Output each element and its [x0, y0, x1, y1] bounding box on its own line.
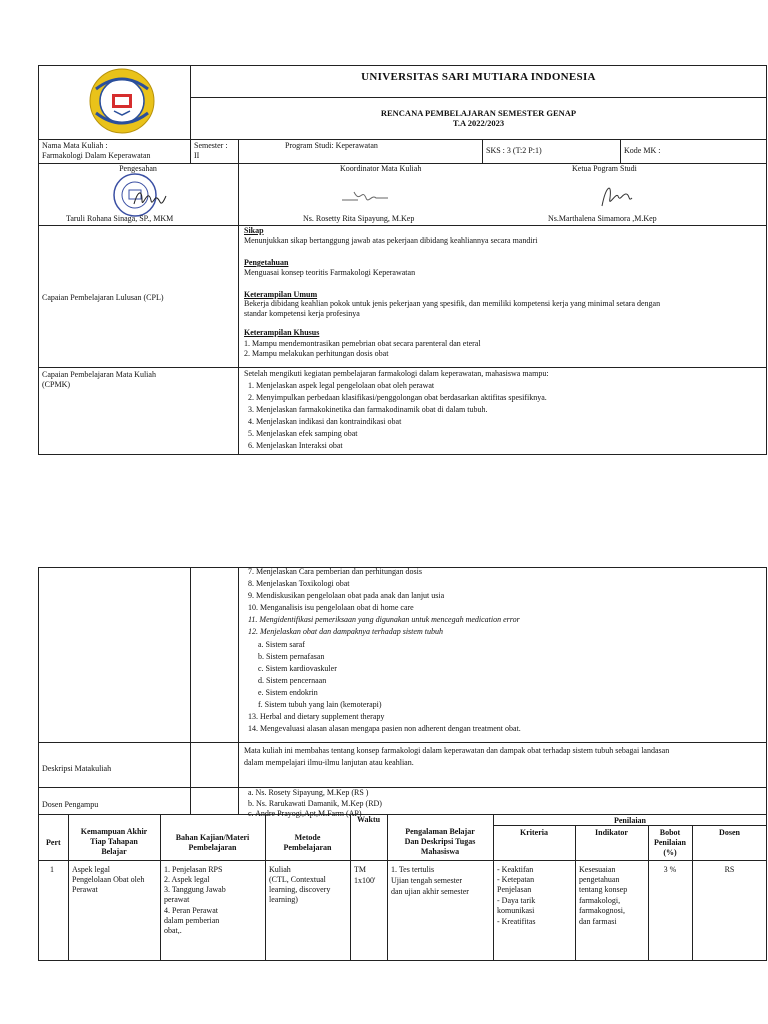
col-material: Pembelajaran: [188, 843, 237, 852]
coordinator-label: Koordinator Mata Kuliah: [340, 164, 422, 173]
cpmk-label-line2: (CPMK): [42, 380, 71, 389]
col-experience: Pengalaman Belajar: [405, 827, 475, 836]
page-gap: [0, 470, 768, 565]
col-meeting: Pert: [46, 838, 61, 847]
col-ability: Tiap Tahapan: [90, 837, 138, 846]
row-indicator: tentang konsep: [579, 885, 628, 894]
cpmk-item-11-emphasis: medication error: [465, 615, 520, 624]
credit-units: SKS : 3 (T:2 P:1): [486, 146, 542, 155]
row-material: dalam pemberian: [164, 916, 220, 925]
cpmk-item: 1. Menjelaskan aspek legal pengelolaan obat oleh perawat: [248, 381, 435, 390]
row-method: (CTL, Contextual: [269, 875, 326, 884]
signature-coordinator: [340, 184, 390, 210]
row-criteria: - Keaktifan: [497, 865, 534, 874]
description-line2: dalam mempelajari ilmu-ilmu lanjutan atau keahlian.: [244, 758, 414, 767]
row-time: TM: [354, 865, 366, 874]
cpl-knowledge-heading: Pengetahuan: [244, 258, 289, 267]
cpmk-item-11-text: 11. Mengidentifikasi pemeriksaan yang digunakan untuk mencegah: [248, 615, 466, 624]
cpmk-subitem: e. Sistem endokrin: [258, 688, 318, 697]
row-indicator: farmakognosi,: [579, 906, 625, 915]
row-lecturer: RS: [724, 865, 735, 874]
cpmk-subitem: d. Sistem pencernaan: [258, 676, 327, 685]
cpmk-subitem: b. Sistem pernafasan: [258, 652, 325, 661]
cpmk-item-13: 13. Herbal and dietary supplement therapy: [248, 712, 385, 721]
row-material: obat,.: [164, 926, 182, 935]
row-experience: dan ujian akhir semester: [391, 887, 469, 896]
page-1: [0, 0, 768, 470]
cpmk-subitem: c. Sistem kardiovaskuler: [258, 664, 337, 673]
signature-dean: [132, 186, 168, 212]
dean-name: Taruli Rohana Sinaga, SP., MKM: [66, 214, 174, 223]
row-material: 1. Penjelasan RPS: [164, 865, 223, 874]
cpmk-item: 10. Menganalisis isu pengelolaan obat di home care: [248, 603, 414, 612]
col-time: Waktu: [356, 815, 381, 824]
row-weight: 3 %: [663, 865, 677, 874]
cpmk-item-12: 12. Menjelaskan obat dan dampaknya terhadap sistem tubuh: [248, 627, 443, 636]
course-name-value: Farmakologi Dalam Keperawatan: [42, 151, 151, 160]
col-assessment: Penilaian: [613, 816, 646, 825]
cpmk-item: 4. Menjelaskan indikasi dan kontraindikasi obat: [248, 417, 402, 426]
col-experience: Mahasiswa: [420, 847, 460, 856]
row-ability: Aspek legal: [72, 865, 110, 874]
head-of-program-label: Ketua Pogram Studi: [572, 164, 637, 173]
page-2: [0, 565, 768, 1024]
program-study: Program Studi: Keperawatan: [285, 141, 378, 150]
row-time: 1x100': [354, 876, 376, 885]
academic-year: T.A 2022/2023: [452, 118, 505, 128]
cpmk-item: 3. Menjelaskan farmakokinetika dan farmakodinamik obat di dalam tubuh.: [248, 405, 488, 414]
semester-label: Semester :: [194, 141, 228, 150]
row-material: 4. Peran Perawat: [164, 906, 218, 915]
lecturer-item: b. Ns. Rarukawati Damanik, M.Kep (RD): [248, 799, 382, 808]
col-ability: Belajar: [101, 847, 127, 856]
cpl-attitude-heading: Sikap: [244, 226, 264, 235]
col-method: Metode: [294, 833, 321, 842]
row-material: perawat: [164, 895, 190, 904]
row-indicator: dan farmasi: [579, 917, 617, 926]
row-material: 3. Tanggung Jawab: [164, 885, 226, 894]
university-name: UNIVERSITAS SARI MUTIARA INDONESIA: [361, 71, 596, 83]
lecturers-label: Dosen Pengampu: [42, 800, 99, 809]
description-label: Deskripsi Matakuliah: [42, 764, 112, 773]
cpmk-subitem: f. Sistem tubuh yang lain (kemoterapi): [258, 700, 382, 709]
row-indicator: farmakologi,: [579, 896, 621, 905]
cpmk-item: 8. Menjelaskan Toxikologi obat: [248, 579, 350, 588]
row-experience: 1. Tes tertulis: [391, 865, 435, 874]
col-lecturer: Dosen: [719, 828, 740, 837]
col-method: Pembelajaran: [283, 843, 332, 852]
col-ability: Kemampuan Akhir: [80, 827, 148, 836]
row-criteria: - Ketepatan: [497, 875, 535, 884]
cpmk-label-line1: Capaian Pembelajaran Mata Kuliah: [42, 370, 156, 379]
university-logo: [88, 67, 156, 135]
row-criteria: Penjelasan: [497, 885, 532, 894]
row-indicator: pengetahuan: [579, 875, 620, 884]
cpmk-subitem: a. Sistem saraf: [258, 640, 305, 649]
cpl-special-skill-1: 1. Mampu mendemontrasikan pemebrian obat secara parenteral dan eteral: [244, 339, 481, 348]
row-criteria: - Kreatifitas: [497, 917, 536, 926]
row-indicator: Kesesuaian: [579, 865, 616, 874]
cpmk-intro: Setelah mengikuti kegiatan pembelajaran farmakologi dalam keperawatan, mahasiswa mampu:: [244, 369, 549, 378]
row-experience: Ujian tengah semester: [391, 876, 463, 885]
cpl-general-skills-line1: Bekerja dibidang keahlian pokok untuk jenis pekerjaan yang spesifik, dan memiliki kompetensi kerja yang minimal setara dengan: [244, 299, 661, 308]
row-criteria: - Daya tarik: [497, 896, 536, 905]
semester-value: II: [194, 151, 200, 160]
cpmk-item-11: [248, 615, 520, 625]
cpmk-item: 2. Menyimpulkan perbedaan klasifikasi/penggolongan obat berdasarkan aktifitas spesifiknya.: [248, 393, 547, 402]
document-title: RENCANA PEMBELAJARAN SEMESTER GENAP: [380, 108, 577, 118]
col-weight: Penilaian: [653, 838, 686, 847]
signature-mark-icon: [596, 180, 636, 212]
coordinator-name: Ns. Rosetty Rita Sipayung, M.Kep: [303, 214, 415, 223]
approval-label: Pengesahan: [119, 164, 157, 173]
col-material: Bahan Kajian/Materi: [175, 833, 250, 842]
cpmk-item: 7. Menjelaskan Cara pemberian dan perhitungan dosis: [248, 567, 422, 576]
col-weight: Bobot: [659, 828, 681, 837]
cpl-general-skills-heading: Keterampilan Umum: [244, 290, 318, 299]
row-ability: Pengelolaan Obat oleh: [72, 875, 145, 884]
course-code-label: Kode MK :: [624, 146, 661, 155]
signature-head: [596, 180, 636, 212]
cpl-attitude-text: Menunjukkan sikap bertanggung jawab atas pekerjaan dibidang keahliannya secara mandiri: [244, 236, 538, 245]
cpmk-item: 5. Menjelaskan efek samping obat: [248, 429, 358, 438]
row-method: learning): [269, 895, 298, 904]
col-experience: Dan Deskripsi Tugas: [404, 837, 476, 846]
row-ability: Perawat: [72, 885, 98, 894]
row-meeting-number: 1: [50, 865, 54, 874]
cpmk-item: 6. Menjelaskan Interaksi obat: [248, 441, 343, 450]
col-weight: (%): [663, 848, 677, 857]
cpl-general-skills-line2: standar kompetensi kerja profesinya: [244, 309, 360, 318]
description-line1: Mata kuliah ini membahas tentang konsep farmakologi dalam keperawatan dan dampak obat terhadap sistem tubuh sebagai landasan: [244, 746, 670, 755]
course-name-label: Nama Mata Kuliah :: [42, 141, 108, 150]
cpmk-item: 9. Mendiskusikan pengelolaan obat pada anak dan lanjut usia: [248, 591, 445, 600]
signature-mark-icon: [132, 186, 168, 212]
row-material: 2. Aspek legal: [164, 875, 210, 884]
cpl-knowledge-text: Menguasai konsep teoritis Farmakologi Keperawatan: [244, 268, 416, 277]
row-method: learning, discovery: [269, 885, 331, 894]
row-method: Kuliah: [269, 865, 291, 874]
cpl-special-skills-heading: Keterampilan Khusus: [244, 328, 320, 337]
row-criteria: komunikasi: [497, 906, 535, 915]
col-criteria: Kriteria: [520, 828, 548, 837]
cpmk-item-14: 14. Mengevaluasi alasan alasan mengapa pasien non adherent dengan treatment obat.: [248, 724, 521, 733]
lecturer-item: a. Ns. Rosety Sipayung, M.Kep (RS ): [248, 788, 369, 797]
signature-mark-icon: [340, 184, 390, 210]
lecturer-item: c. Andre Prayogi,Apt,M.Farm (AP): [248, 809, 362, 818]
cpl-special-skill-2: 2. Mampu melakukan perhitungan dosis obat: [244, 349, 389, 358]
col-indicator: Indikator: [595, 828, 628, 837]
logo-emblem-icon: [88, 67, 156, 135]
head-of-program-name: Ns.Marthalena Simamora ,M.Kep: [548, 214, 657, 223]
cpl-label: Capaian Pembelajaran Lulusan (CPL): [42, 293, 164, 302]
